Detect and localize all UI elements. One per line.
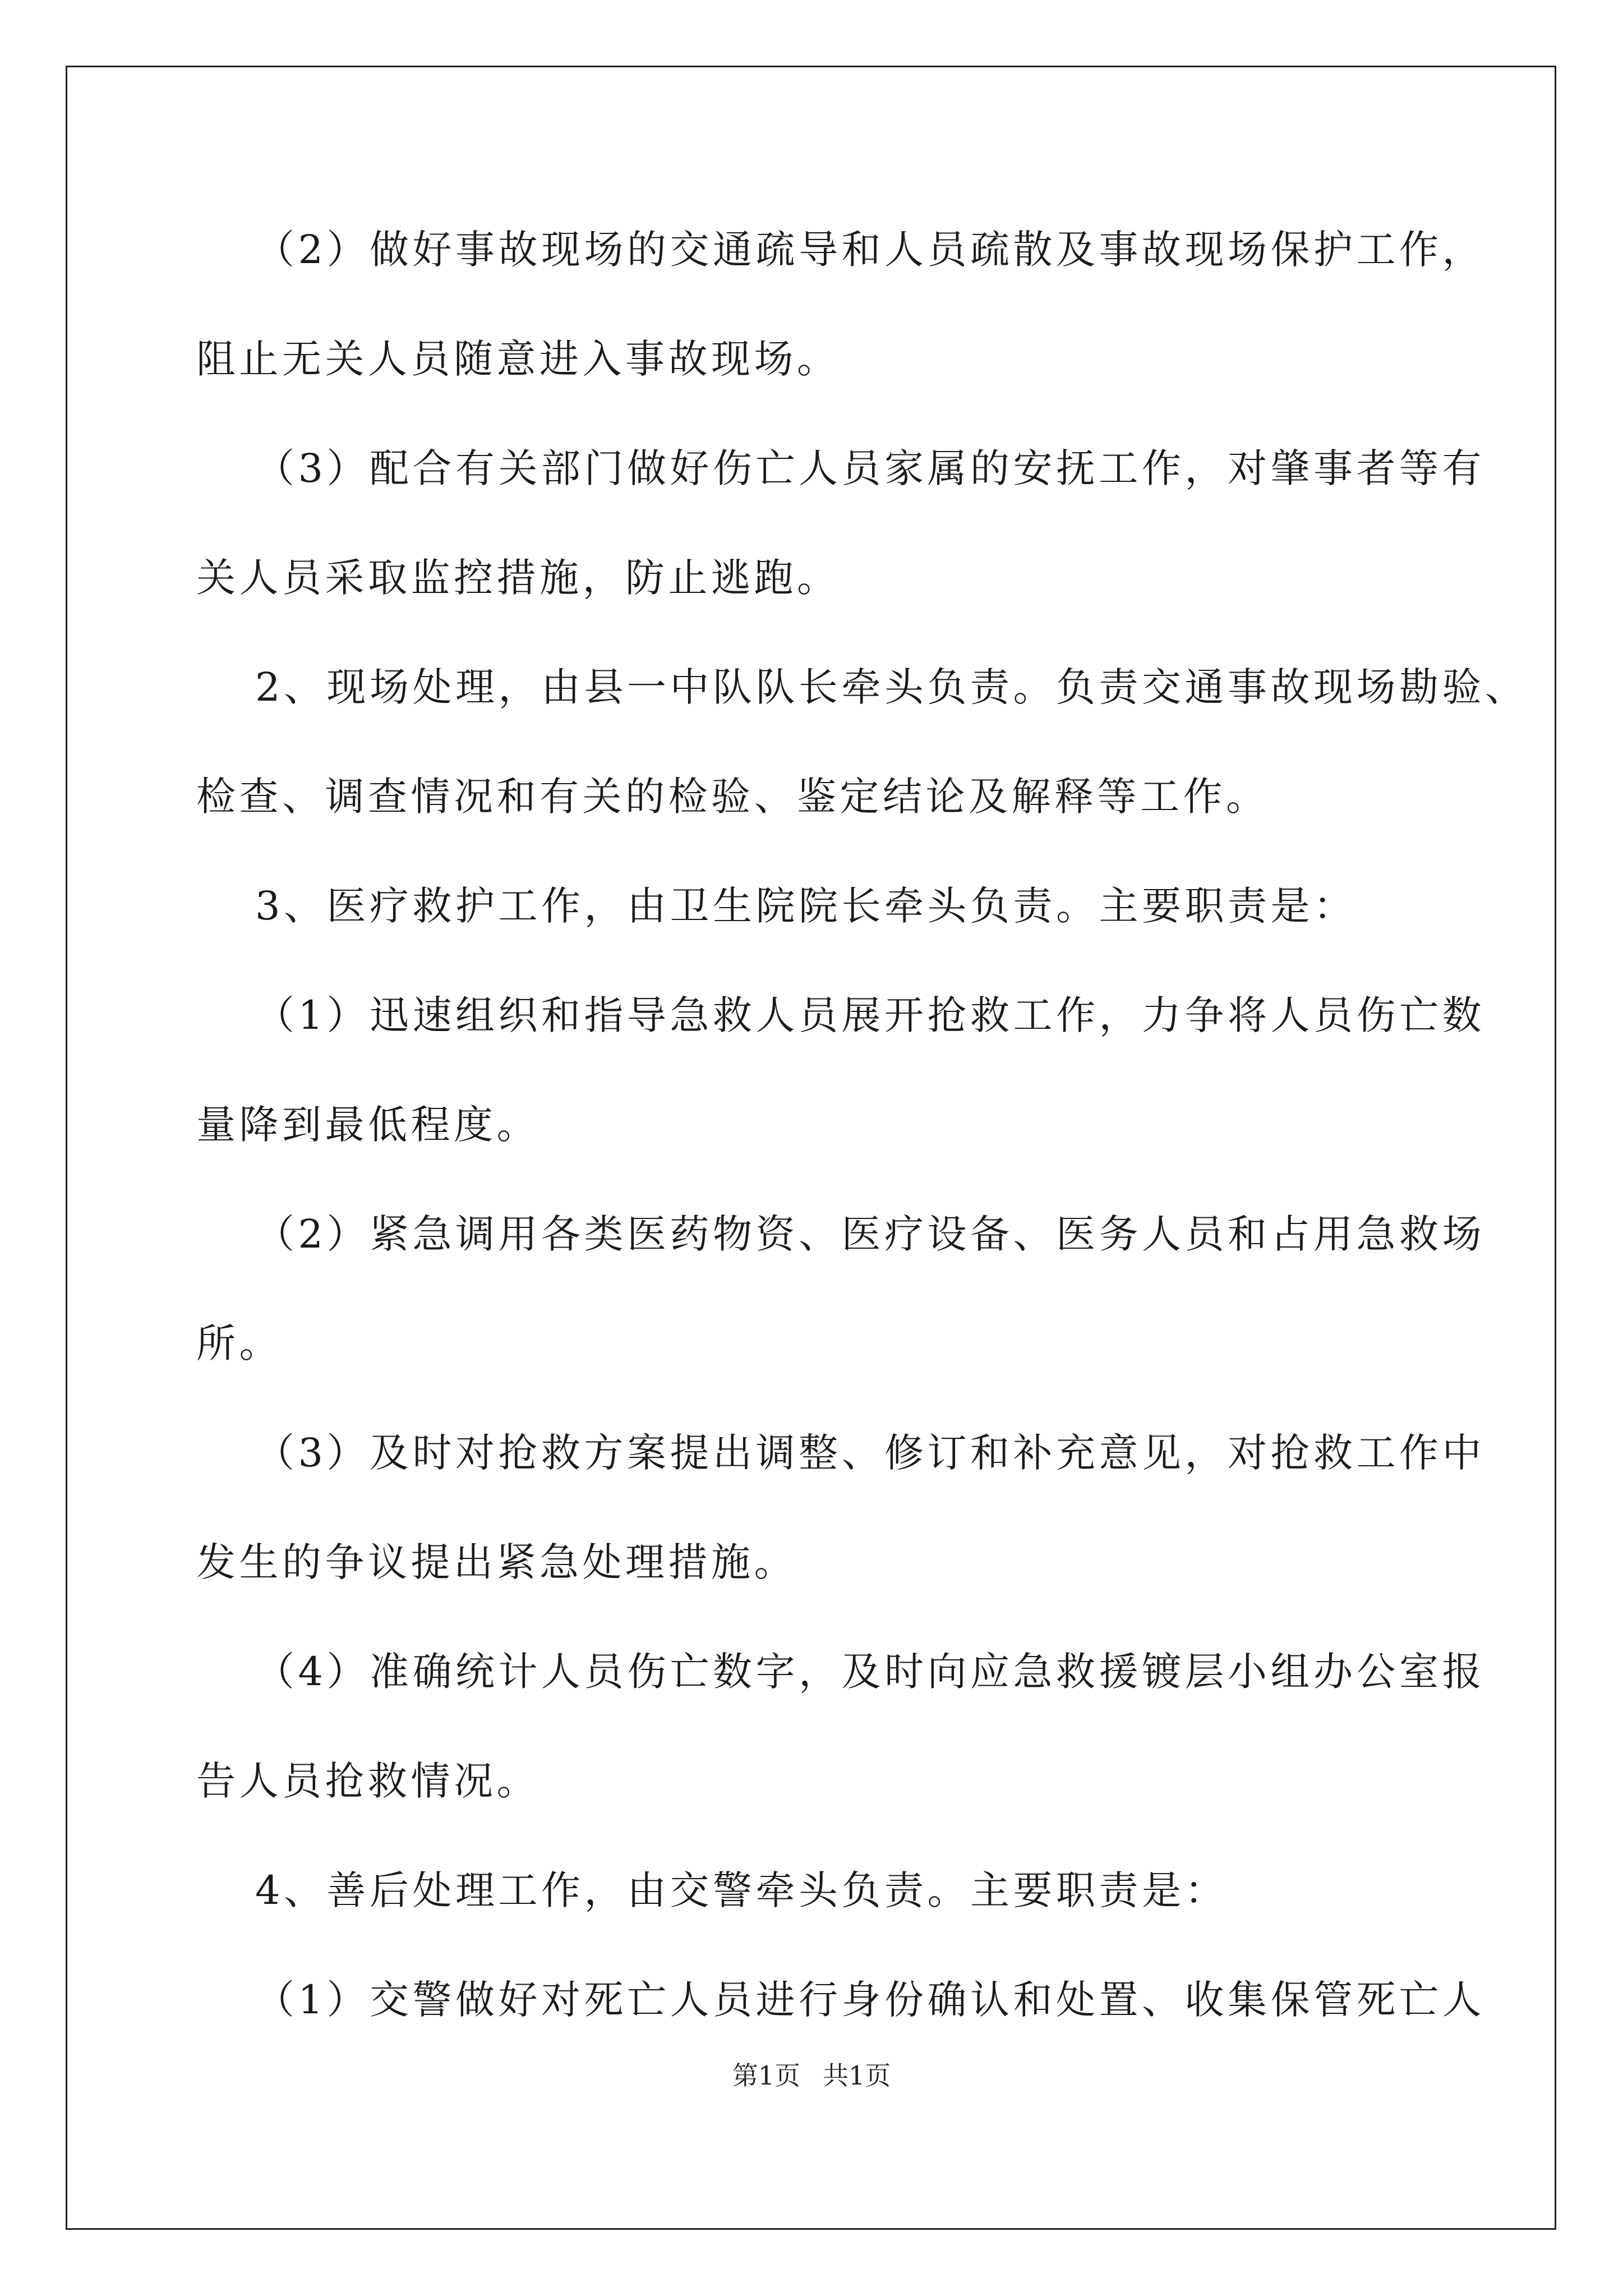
paragraph-line: 检查、调查情况和有关的检验、鉴定结论及解释等工作。 xyxy=(196,774,1269,820)
paragraph-line: 3、医疗救护工作，由卫生院院长牵头负责。主要职责是： xyxy=(255,883,1357,929)
paragraph-line: 发生的争议提出紧急处理措施。 xyxy=(196,1539,797,1585)
paragraph-line: （2）做好事故现场的交通疏导和人员疏散及事故现场保护工作， xyxy=(255,227,1486,273)
paragraph-line: （1）迅速组织和指导急救人员展开抢救工作，力争将人员伤亡数 xyxy=(255,992,1486,1038)
paragraph-line: （4）准确统计人员伤亡数字，及时向应急救援镀层小组办公室报 xyxy=(255,1649,1486,1695)
paragraph-line: （3）配合有关部门做好伤亡人员家属的安抚工作，对肇事者等有 xyxy=(255,445,1486,491)
paragraph-line: 所。 xyxy=(196,1320,282,1366)
page-footer xyxy=(0,2059,1623,2092)
paragraph-line: 告人员抢救情况。 xyxy=(196,1758,540,1804)
page-total: 共1页 xyxy=(823,2060,891,2091)
page-number: 第1页 xyxy=(732,2060,800,2091)
paragraph-line: 2、现场处理，由县一中队队长牵头负责。负责交通事故现场勘验、 xyxy=(255,664,1528,710)
paragraph-line: （1）交警做好对死亡人员进行身份确认和处置、收集保管死亡人 xyxy=(255,1977,1486,2023)
paragraph-line: 关人员采取监控措施，防止逃跑。 xyxy=(196,555,840,601)
paragraph-line: 阻止无关人员随意进入事故现场。 xyxy=(196,336,840,382)
paragraph-line: 量降到最低程度。 xyxy=(196,1102,540,1148)
paragraph-line: （3）及时对抢救方案提出调整、修订和补充意见，对抢救工作中 xyxy=(255,1430,1486,1476)
paragraph-line: （2）紧急调用各类医药物资、医疗设备、医务人员和占用急救场 xyxy=(255,1211,1486,1257)
paragraph-line: 4、善后处理工作，由交警牵头负责。主要职责是： xyxy=(255,1867,1228,1913)
